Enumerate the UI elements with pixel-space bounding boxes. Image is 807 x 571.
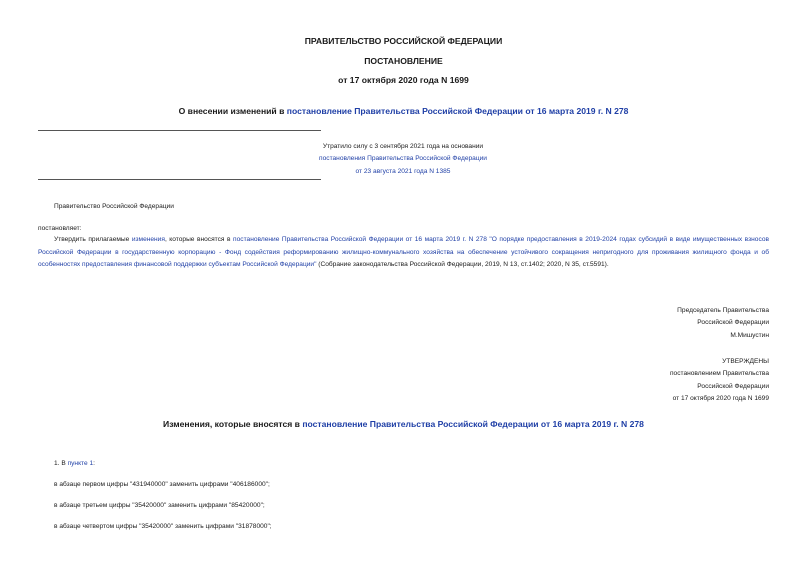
signature-block [677, 305, 769, 342]
item1-link[interactable]: пункте 1 [67, 460, 94, 467]
body-decree: постановляет: [38, 225, 82, 232]
item-1 [54, 458, 95, 471]
body-intro: Правительство Российской Федерации [54, 203, 174, 210]
item-1-line-c: в абзаце четвертом цифры "35420000" заменить цифрами "31878000"; [54, 523, 272, 530]
signature-line1: Председатель Правительства [677, 307, 769, 314]
title-link[interactable]: постановление Правительства Российской Федерации от 16 марта 2019 г. N 278 [286, 106, 629, 116]
document-title [0, 106, 807, 116]
expiry-note-link-line2[interactable]: постановления Правительства Российской Федерации [319, 155, 487, 163]
approved-line3: Российской Федерации [697, 382, 769, 390]
approved-line4: от 17 октября 2020 года N 1699 [672, 394, 769, 402]
approved-line1: УТВЕРЖДЕНЫ [722, 358, 769, 365]
signature-line3: М.Мишустин [730, 331, 769, 339]
government-header: ПРАВИТЕЛЬСТВО РОССИЙСКОЙ ФЕДЕРАЦИИ [304, 36, 503, 46]
expiry-note [186, 141, 620, 178]
approved-line2: постановлением Правительства [669, 370, 769, 378]
document-type: ПОСТАНОВЛЕНИЕ [364, 56, 443, 66]
para-before: Утвердить прилагаемые [54, 236, 132, 243]
expiry-note-link-line3[interactable]: от 23 августа 2021 года N 1385 [355, 167, 451, 175]
changes-title-link[interactable]: постановление Правительства Российской Федерации от 16 марта 2019 г. N 278 [302, 419, 644, 429]
signature-line2: Российской Федерации [697, 319, 769, 327]
divider-bottom [38, 179, 321, 180]
resolution-278-link[interactable]: постановление Правительства Российской Федерации от 16 марта 2019 г. N 278 "О порядке предоставления в 2019-2024 годах субсидий в виде имущественных взносов Российской Федерации в государственную корпорацию - Фонд содействия реформированию жилищно-коммунального хозяйства на обеспечение устойчивого сокращения непригодного для проживания жилищного фонда и об особенностях предоставления финансовой поддержки субъектам Российской Федерации" [38, 236, 769, 269]
item-1-line-b: в абзаце третьем цифры "35420000" заменить цифрами "85420000"; [54, 502, 265, 509]
para-after: (Собрание законодательства Российской Федерации, 2019, N 13, ст.1402; 2020, N 35, ст.5591). [316, 261, 609, 269]
approved-block [670, 356, 769, 405]
changes-title-prefix: Изменения, которые вносятся в [163, 419, 303, 429]
item1-suffix: : [93, 460, 95, 467]
title-prefix: О внесении изменений в [178, 106, 287, 116]
document-date-number: от 17 октября 2020 года N 1699 [338, 75, 469, 85]
changes-link[interactable]: изменения [131, 236, 165, 243]
body-paragraph [38, 234, 769, 272]
changes-title [0, 419, 807, 429]
item-1-line-a: в абзаце первом цифры "431940000" заменить цифрами "406186000"; [54, 481, 270, 488]
expiry-note-line1: Утратило силу с 3 сентября 2021 года на основании [322, 143, 484, 150]
para-mid: , которые вносятся в [164, 236, 234, 243]
item1-prefix: 1. В [54, 460, 68, 467]
divider-top [38, 130, 321, 131]
